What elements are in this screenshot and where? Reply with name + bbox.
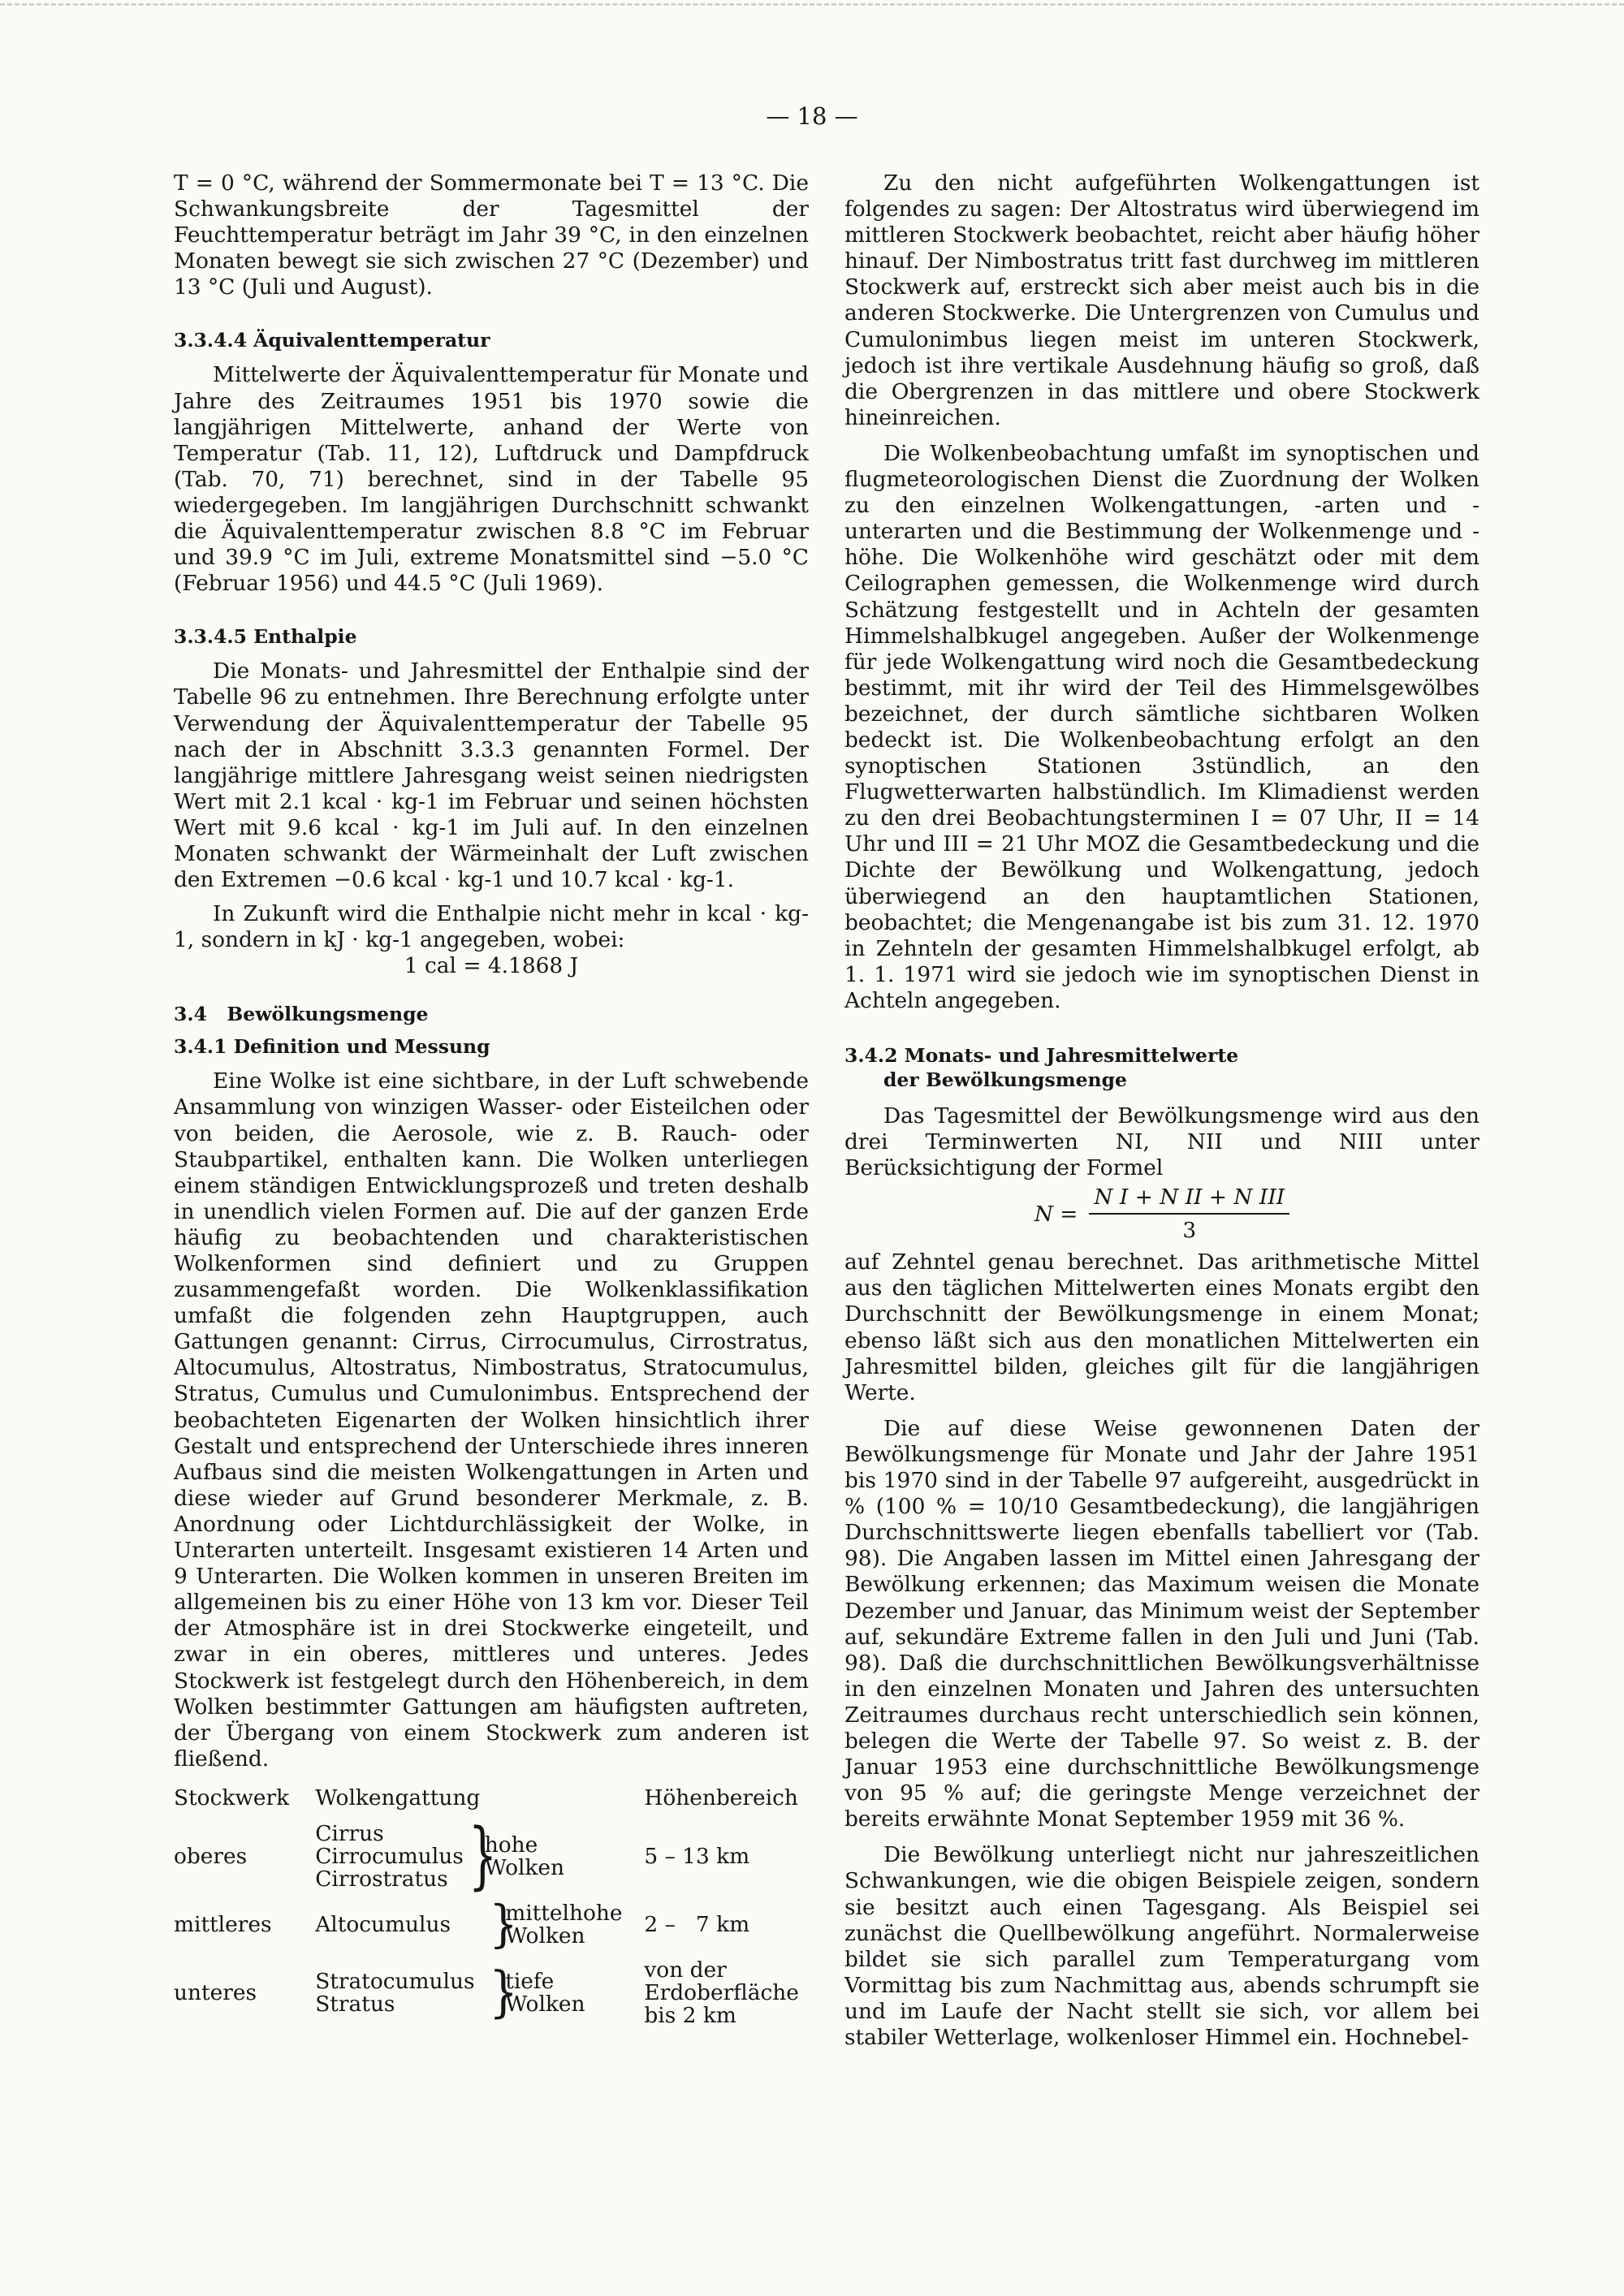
genus-name: Stratocumulus — [315, 1968, 475, 1994]
table-header-cell: Höhenbereich — [644, 1785, 798, 1810]
table-header-cell: Stockwerk — [174, 1785, 290, 1810]
formula-calorie-conversion: 1 cal = 4.1868 J — [404, 953, 579, 979]
heading-enthalpy: 3.3.4.5 Enthalpie — [174, 625, 357, 649]
table-header-cell: Wolkengattung — [315, 1785, 481, 1810]
paragraph-enthalpy-units: In Zukunft wird die Enthalpie nicht mehr in kcal · kg-1, sondern in kJ · kg-1 angegeben, wobei: — [174, 901, 809, 953]
group-label: Wolken — [505, 1923, 585, 1949]
genus-name: Cirrostratus — [315, 1866, 448, 1892]
cloud-mean-formula — [844, 1185, 1479, 1243]
heading-definition-measurement: 3.4.1 Definition und Messung — [174, 1035, 490, 1059]
heading-equivalent-temperature: 3.3.4.4 Äquivalenttemperatur — [174, 329, 490, 352]
table-cell-genus — [315, 1895, 644, 1959]
paragraph-daily-cycle: Die Bewölkung unterliegt nicht nur jahreszeitlichen Schwankungen, wie die obigen Beispiele zeigen, sondern sie besitzt auch einen Tagesgang. Als Beispiel sei zunächst die Quellbewölkung angeführt. Normalerweise bildet sie sich parallel zum Temperaturgang vom Vormittag bis zum Nachmittag aus, abends schrumpft sie und im Laufe der Nacht stellt sie sich, vor allem bei stabiler Wetterlage, wolkenloser Himmel ein. Hochnebel- — [844, 1842, 1479, 2050]
table-row — [174, 1959, 809, 2039]
right-column — [844, 170, 1479, 2051]
formula-fraction — [1089, 1185, 1289, 1243]
table-row — [174, 1823, 809, 1902]
heading-line: 3.4.2 Monats- und Jahresmittelwerte — [844, 1044, 1239, 1067]
paragraph-wet-bulb-temperature: T = 0 °C, während der Sommermonate bei T = 13 °C. Die Schwankungsbreite der Tagesmittel der Feuchttemperatur beträgt im Jahr 39 °C, in den einzelnen Monaten bewegt sie sich zwischen 27 °C (Dezember) und 13 °C (Juli und August). — [174, 170, 809, 300]
formula-lhs: N = — [1034, 1201, 1078, 1227]
scan-edge-line — [0, 3, 1624, 6]
table-cell-level: unteres — [174, 1979, 257, 2005]
paragraph-cloud-observation: Die Wolkenbeobachtung umfaßt im synoptischen und flugmeteorologischen Dienst die Zuordnung der Wolken zu den einzelnen Wolkengattungen, -arten und -unterarten und die Bestimmung der Wolkenmenge und -höhe. Die Wolkenhöhe wird geschätzt oder mit dem Ceilographen gemessen, die Wolkenmenge wird durch Schätzung festgestellt und in Achteln der gesamten Himmelshalbkugel angegeben. Außer der Wolkenmenge für jede Wolkengattung wird noch die Gesamtbedeckung bestimmt, mit ihr wird der Teil des Himmelsgewölbes bezeichnet, der durch sämtliche sichtbaren Wolken bedeckt ist. Die Wolkenbeobachtung erfolgt an den synoptischen Stationen 3stündlich, an den Flugwetterwarten halbstündlich. Im Klimadienst werden zu den drei Beobachtungsterminen I = 07 Uhr, II = 14 Uhr und III = 21 Uhr MOZ die Gesamtbedeckung und die Dichte der Bewölkung und Wolkengattung, jedoch überwiegend an den hauptamtlichen Stationen, beobachtet; die Mengenangabe ist bis zum 31. 12. 1970 in Zehnteln der gesamten Himmelshalbkugel erfolgt, ab 1. 1. 1971 wird sie jedoch wie im synoptischen Dienst in Achteln angegeben. — [844, 440, 1479, 1013]
group-label: tiefe — [505, 1968, 555, 1994]
heading-cloud-amount: 3.4 Bewölkungsmenge — [174, 1003, 429, 1026]
paragraph-cloud-data-tables: Die auf diese Weise gewonnenen Daten der Bewölkungsmenge für Monate und Jahr der Jahre 1951 bis 1970 sind in der Tabelle 97 aufgereiht, ausgedrückt in % (100 % = 10/10 Gesamtbedeckung), die langjährigen Durchschnittswerte liegen ebenfalls tabelliert vor (Tab. 98). Die Angaben lassen im Mittel einen Jahresgang der Bewölkung erkennen; das Maximum weisen die Monate Dezember und Januar, das Minimum weist der September auf, sekundäre Extreme fallen in den Juli und Juni (Tab. 98). Daß die durchschnittlichen Bewölkungsverhältnisse in den einzelnen Monaten und Jahren des untersuchten Zeitraumes durchaus recht unterschiedlich sein können, belegen die Werte der Tabelle 97. So weist z. B. der Januar 1953 eine durchschnittliche Bewölkungsmenge von 95 % auf; die geringste Menge verzeichnet der bereits erwähnte Monat September 1959 mit 36 %. — [844, 1415, 1479, 1832]
genus-name: Altocumulus — [315, 1911, 451, 1937]
genus-name: Stratus — [315, 1991, 395, 2017]
formula-numerator: N I + N II + N III — [1089, 1185, 1289, 1215]
right-brace-icon: } — [489, 1961, 518, 2025]
table-row — [174, 1902, 809, 1959]
genus-name: Cirrocumulus — [315, 1843, 464, 1869]
cloud-levels-table — [174, 1787, 809, 2039]
table-cell-genus — [315, 1814, 644, 1902]
paragraph-equivalent-temperature: Mittelwerte der Äquivalenttemperatur für Monate und Jahre des Zeitraumes 1951 bis 1970 sowie die langjährigen Mittelwerte, anhand der Werte von Temperatur (Tab. 11, 12), Luftdruck und Dampfdruck (Tab. 70, 71) berechnet, sind in der Tabelle 95 wiedergegeben. Im langjährigen Durchschnitt schwankt die Äquivalenttemperatur zwischen 8.8 °C im Februar und 39.9 °C im Juli, extreme Monatsmittel sind −5.0 °C (Februar 1956) und 44.5 °C (Juli 1969). — [174, 362, 809, 597]
heading-line: der Bewölkungsmenge — [883, 1068, 1127, 1091]
paragraph-enthalpy: Die Monats- und Jahresmittel der Enthalpie sind der Tabelle 96 zu entnehmen. Ihre Berechnung erfolgte unter Verwendung der Äquivalenttemperatur der Tabelle 95 nach der in Abschnitt 3.3.3 genannten Formel. Der langjährige mittlere Jahresgang weist seinen niedrigsten Wert mit 2.1 kcal · kg-1 im Februar und seinen höchsten Wert mit 9.6 kcal · kg-1 im Juli auf. In den einzelnen Monaten schwankt der Wärmeinhalt der Luft zwischen den Extremen −0.6 kcal · kg-1 und 10.7 kcal · kg-1. — [174, 658, 809, 893]
table-cell-level: mittleres — [174, 1911, 272, 1937]
page-number: — 18 — — [766, 102, 858, 130]
paragraph-arithmetic-mean: auf Zehntel genau berechnet. Das arithmetische Mittel aus den täglichen Mittelwerten eines Monats ergibt den Durchschnitt der Bewölkungsmenge in einem Monat; ebenso läßt sich aus den monatlichen Mittelwerten ein Jahresmittel bilden, gleiches gilt für die langjährigen Werte. — [844, 1249, 1479, 1405]
paragraph-daily-mean: Das Tagesmittel der Bewölkungsmenge wird aus den drei Terminwerten NI, NII und NIII unter Berücksichtigung der Formel — [844, 1103, 1479, 1181]
group-label: Wolken — [505, 1991, 585, 2017]
table-cell-height: 2 – 7 km — [644, 1911, 750, 1937]
right-brace-icon: } — [489, 1895, 518, 1954]
table-cell-height: 5 – 13 km — [644, 1843, 750, 1869]
formula-denominator: 3 — [1182, 1218, 1197, 1244]
table-cell-level: oberes — [174, 1843, 248, 1869]
group-label: mittelhohe — [505, 1900, 623, 1926]
table-cell-genus — [315, 1959, 644, 2039]
left-column — [174, 170, 809, 2039]
heading-monthly-annual-means — [844, 1043, 1479, 1092]
paragraph-cloud-definition: Eine Wolke ist eine sichtbare, in der Luft schwebende Ansammlung von winzigen Wasser- oder Eisteilchen oder von beiden, die Aerosole, wie z. B. Rauch- oder Staubpartikel, enthalten kann. Die Wolken unterliegen einem ständigen Entwicklungsprozeß und treten deshalb in unendlich vielen Formen auf. Die auf der ganzen Erde häufig zu beobachtenden und charakteristischen Wolkenformen sind definiert und zu Gruppen zusammengefaßt worden. Die Wolkenklassifikation umfaßt die folgenden zehn Hauptgruppen, auch Gattungen genannt: Cirrus, Cirrocumulus, Cirrostratus, Altocumulus, Altostratus, Nimbostratus, Stratocumulus, Stratus, Cumulus und Cumulonimbus. Entsprechend der beobachteten Eigenarten der Wolken hinsichtlich ihrer Gestalt und entsprechend der Unterschiede ihres inneren Aufbaus sind die meisten Wolkengattungen in Arten und diese wieder auf Grund besonderer Merkmale, z. B. Anordnung oder Lichtdurchlässigkeit der Wolke, in Unterarten unterteilt. Insgesamt existieren 14 Arten und 9 Unterarten. Die Wolken kommen in unseren Breiten im allgemeinen bis zu einer Höhe von 13 km vor. Dieser Teil der Atmosphäre ist in drei Stockwerke eingeteilt, und zwar in ein oberes, mittleres und unteres. Jedes Stockwerk ist festgelegt durch den Höhenbereich, in dem Wolken bestimmter Gattungen am häufigsten auftreten, der Übergang von einem Stockwerk zum anderen ist fließend. — [174, 1068, 809, 1772]
paragraph-other-cloud-genera: Zu den nicht aufgeführten Wolkengattungen ist folgendes zu sagen: Der Altostratus wird überwiegend im mittleren Stockwerk beobachtet, reicht aber häufig höher hinauf. Der Nimbostratus tritt fast durchweg im mittleren Stockwerk auf, erstreckt sich aber meist auch bis in die anderen Stockwerke. Die Untergrenzen von Cumulus und Cumulonimbus liegen meist im unteren Stockwerk, jedoch ist ihre vertikale Ausdehnung häufig so groß, daß die Obergrenzen in das mittlere und obere Stockwerk hineinreichen. — [844, 170, 1479, 430]
group-label: hohe — [484, 1832, 538, 1858]
genus-name: Cirrus — [315, 1820, 384, 1846]
group-label: Wolken — [484, 1854, 565, 1880]
right-brace-icon: } — [468, 1814, 498, 1899]
table-cell-height: von der Erdoberfläche bis 2 km — [644, 1957, 799, 2028]
